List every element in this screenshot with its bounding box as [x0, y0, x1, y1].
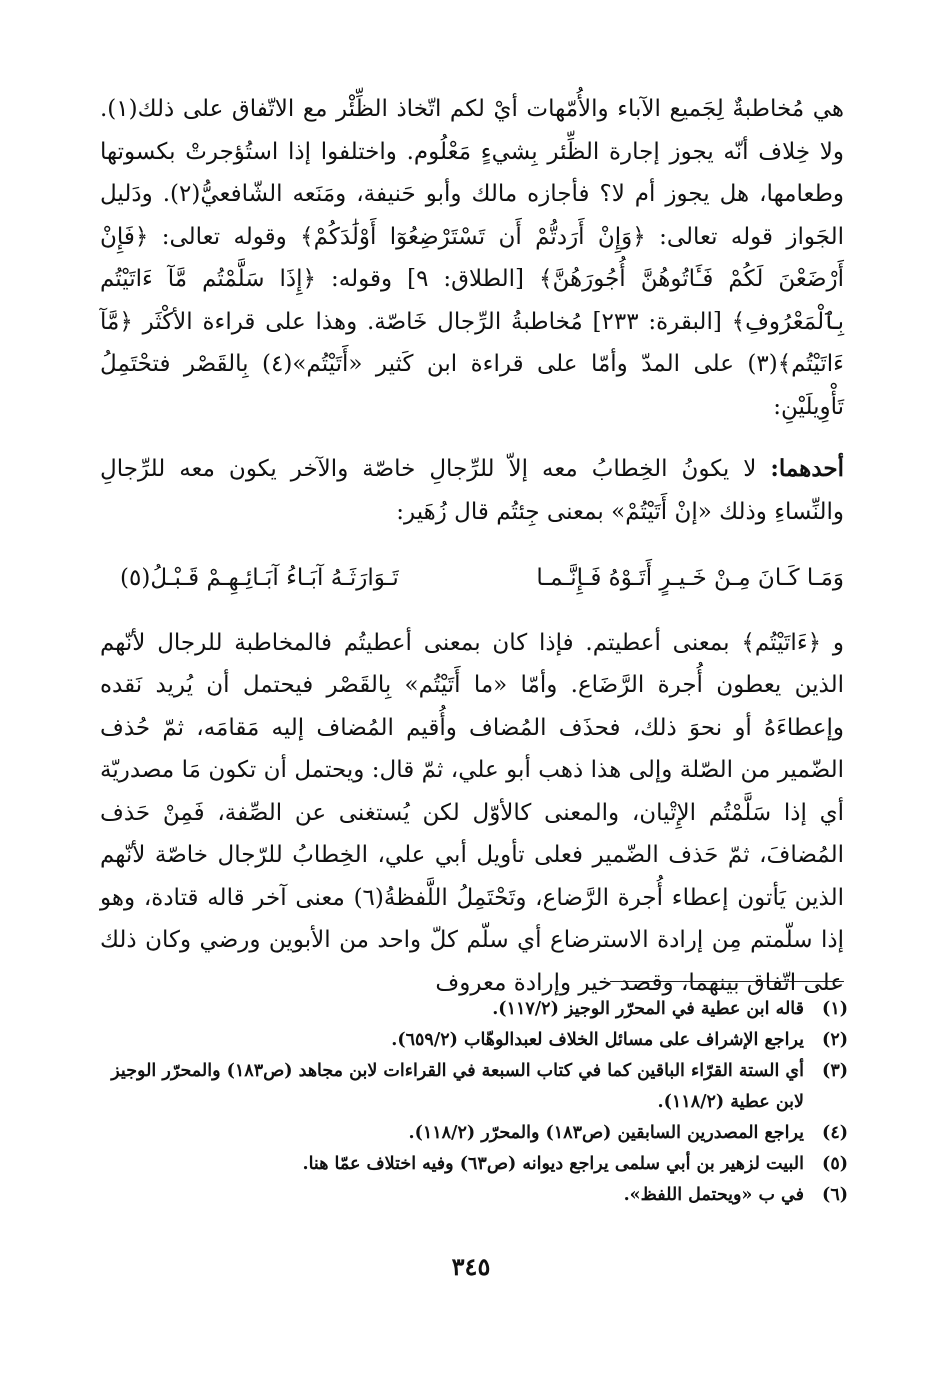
paragraph-1: هي مُخاطبةٌ لِجَميع الآباء والأُمّهات أيْ لكم اتّخاذ الظِّئْر مع الاتّفاق على ذلك(١). ولا خِلاف أنّه يجوز إجارة الظِّئر بِشيءٍ مَعْلُوم. واختلفوا إذا استُؤجرتْ بكسوتها وطعامها، هل يجوز أم لا؟ فأجازه مالك وأبو حَنيفة، ومَنَعه الشّافعيُّ(٢). ودَليل الجَواز قوله تعالى: ﴿وَإِنْ أَرَدتُّمْ أَن تَسْتَرْضِعُوٓا أَوْلَٰدَكُمْ﴾ وقوله تعالى: ﴿فَإِنْ أَرْضَعْنَ لَكُمْ فَـَٔاتُوهُنَّ أُجُورَهُنَّ﴾ [الطلاق: ٩] وقوله: ﴿إِذَا سَلَّمْتُم مَّآ ءَاتَيْتُم بِٱلْمَعْرُوفِ﴾ [البقرة: ٢٣٣] مُخاطبةُ الرِّجال خَاصّة. وهذا على قراءة الأكْثَر ﴿مَّآ ءَاتَيْتُم﴾(٣) على المدّ وأمّا على قراءة ابن كَثير «أَتَيْتُم»(٤) بِالقَصْر فتحْتَمِلُ تَأْوِيلَيْنِ: [100, 96, 845, 420]
paragraph-3: و ﴿ءَاتَيْتُم﴾ بمعنى أعطيتم. فإذا كان بمعنى أعطيتُم فالمخاطبة للرجال لأنّهم الذين يعطون أُجرة الرَّضَاع. وأمّا «ما أَتَيْتُم» بِالقَصْر فيحتمل أن يُريد نَقده وإعطاءَهُ أو نحوَ ذلك، فحذَف المُضاف وأُقيم المُضاف إليه مَقامَه، ثمّ حُذف الضّمير من الصّلة وإلى هذا ذهب أبو علي، ثمّ قال: ويحتمل أن تكون مَا مصدريّة أي إذا سَلَّمْتُم الإِتْيان، والمعنى كالأوّل لكن يُستغنى عن الصِّفة، فَمِنْ حَذف المُضافَ، ثمّ حَذف الضّمير فعلى تأويل أبي علي، الخِطابُ للرّجال خاصّة لأنّهم الذين يَأتون إعطاء أُجرة الرَّضاع، وتَحْتَمِلُ اللَّفظةُ(٦) معنى آخر قاله قتادة، وهو إذا سلّمتم مِن إرادة الاسترضاع أي سلّم كلّ واحد من الأبوين ورضي وكان ذلك على اتّفاق بينهما، وقصد خير وإرادة معروف [100, 629, 844, 996]
footnote-text: قاله ابن عطية في المحرّر الوجيز (١١٧/٢). [492, 999, 804, 1019]
paragraph-2 [100, 448, 844, 533]
footnote-number: (٢) [822, 1030, 848, 1050]
footnote [100, 994, 848, 1025]
footnote-text: في ب «ويحتمل اللفظ». [623, 1185, 804, 1205]
footnote [100, 1149, 848, 1180]
paragraph-2-text: لا يكونُ الخِطابُ معه إلاّ للرِّجالِ خاصّة والآخر يكون معه للرِّجالِ والنِّساءِ وذلك «إنْ أَتَيْتُمْ» بمعنى جِئتُم قال زُهَير: [100, 456, 844, 525]
footnote-divider [610, 981, 844, 982]
footnote [100, 1180, 848, 1211]
footnote-number: (١) [822, 999, 848, 1019]
page-number: ٣٤٥ [451, 1252, 491, 1281]
footnote-number: (٦) [822, 1185, 848, 1205]
main-text [100, 88, 844, 1004]
poem-second-hemistich: تَـوَارَثَـهُ آبَـاءُ آبَـائِـهِـمْ قَـبْـلُ(٥) [120, 565, 399, 591]
footnote-number: (٤) [822, 1123, 848, 1143]
footnote [100, 1118, 848, 1149]
footnote-number: (٣) [822, 1061, 848, 1081]
footnote-text: يراجع المصدرين السابقين (ص١٨٣) والمحرّر (١١٨/٢). [408, 1123, 804, 1143]
footnote-number: (٥) [822, 1154, 848, 1174]
footnote-text: البيت لزهير بن أبي سلمى يراجع ديوانه (ص٦٣) وفيه اختلاف عمّا هنا. [302, 1154, 804, 1174]
paragraph-2-label: أحدهما: [770, 455, 844, 482]
footnote [100, 1025, 848, 1056]
footnote-text: أي الستة القرّاء الباقين كما في كتاب السبعة في القراءات لابن مجاهد (ص١٨٣) والمحرّر الوجيز لابن عطية (١١٨/٢). [111, 1061, 804, 1112]
poem-verse [100, 557, 844, 600]
footnote [100, 1056, 848, 1118]
poem-first-hemistich: وَمَـا كَـانَ مِـنْ خَـيـرٍ أَتَـوْهُ فَـإِنَّـمـا [536, 565, 844, 591]
footnote-text: يراجع الإشراف على مسائل الخلاف لعبدالوهّاب (٦٥٩/٢). [391, 1030, 804, 1050]
footnotes [100, 994, 848, 1211]
